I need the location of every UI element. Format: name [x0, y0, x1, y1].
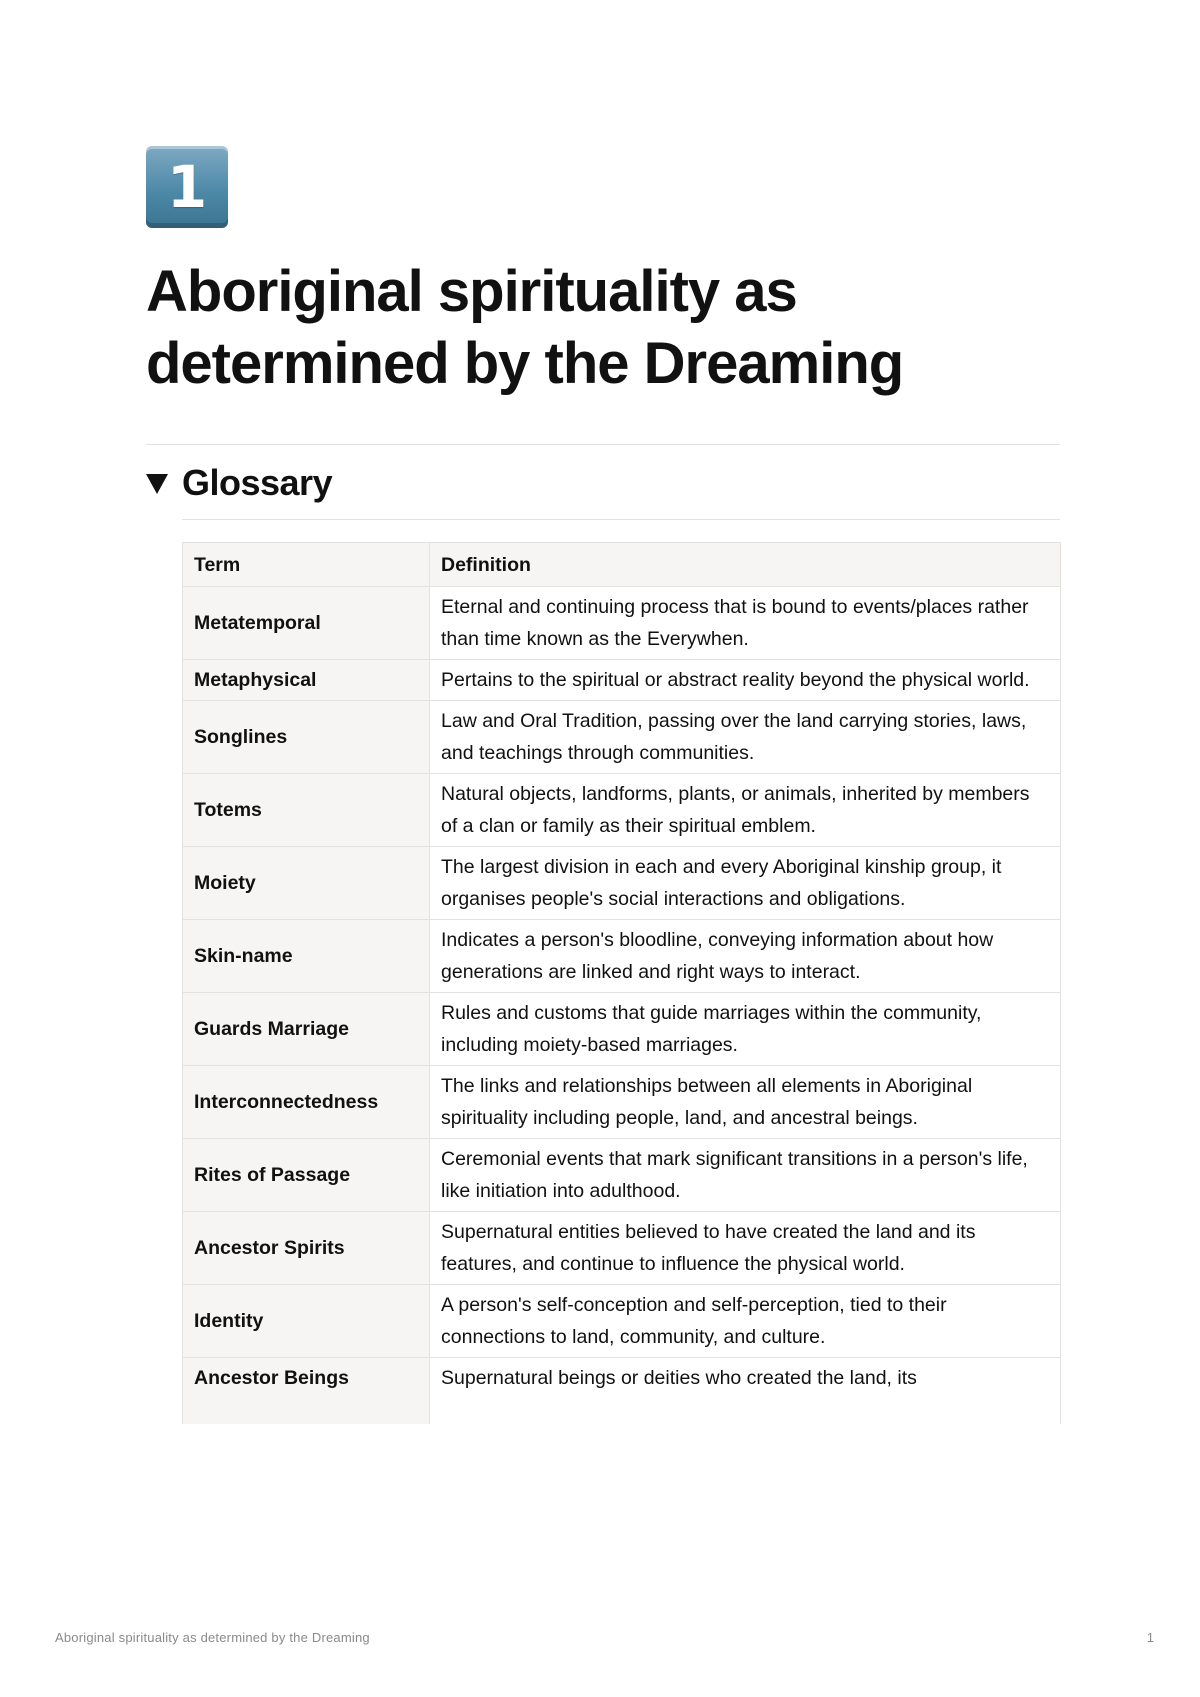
term-cell: Metaphysical: [183, 660, 430, 701]
glossary-table: [182, 542, 1061, 1424]
term-cell: Ancestor Spirits: [183, 1212, 430, 1285]
glossary-divider: [182, 519, 1060, 520]
definition-cell: Supernatural entities believed to have created the land and its features, and continue to influence the physical world.: [430, 1212, 1061, 1285]
term-cell: Skin-name: [183, 920, 430, 993]
term-cell: Guards Marriage: [183, 993, 430, 1066]
definition-cell: Eternal and continuing process that is bound to events/places rather than time known as the Everywhen.: [430, 587, 1061, 660]
table-row: [183, 920, 1061, 993]
definition-cell: The largest division in each and every Aboriginal kinship group, it organises people's social interactions and obligations.: [430, 847, 1061, 920]
glossary-heading: Glossary: [182, 462, 333, 503]
keycap-one-icon: [146, 146, 228, 228]
term-cell: Ancestor Beings: [183, 1358, 430, 1425]
table-row: [183, 847, 1061, 920]
definition-cell: Indicates a person's bloodline, conveying information about how generations are linked and right ways to interact.: [430, 920, 1061, 993]
table-row: [183, 1139, 1061, 1212]
column-header-definition: Definition: [430, 543, 1061, 587]
definition-cell: The links and relationships between all elements in Aboriginal spirituality including people, land, and ancestral beings.: [430, 1066, 1061, 1139]
table-row: [183, 701, 1061, 774]
table-header-row: [183, 543, 1061, 587]
footer-page-number: 1: [1146, 1630, 1154, 1645]
term-cell: Interconnectedness: [183, 1066, 430, 1139]
term-cell: Songlines: [183, 701, 430, 774]
definition-cell: Supernatural beings or deities who created the land, its: [430, 1358, 1061, 1425]
definition-cell: Rules and customs that guide marriages within the community, including moiety-based marriages.: [430, 993, 1061, 1066]
definition-cell: Pertains to the spiritual or abstract reality beyond the physical world.: [430, 660, 1061, 701]
table-row: [183, 660, 1061, 701]
term-cell: Totems: [183, 774, 430, 847]
term-cell: Metatemporal: [183, 587, 430, 660]
table-row: [183, 1212, 1061, 1285]
title-divider: [146, 444, 1060, 445]
table-row: [183, 774, 1061, 847]
glossary-content: [182, 519, 1060, 1424]
definition-cell: Ceremonial events that mark significant transitions in a person's life, like initiation into adulthood.: [430, 1139, 1061, 1212]
table-row: [183, 1358, 1061, 1425]
term-cell: Identity: [183, 1285, 430, 1358]
term-cell: Moiety: [183, 847, 430, 920]
table-row: [183, 1285, 1061, 1358]
footer-document-title: Aboriginal spirituality as determined by the Dreaming: [55, 1630, 370, 1645]
definition-cell: Natural objects, landforms, plants, or animals, inherited by members of a clan or family as their spiritual emblem.: [430, 774, 1061, 847]
term-cell: Rites of Passage: [183, 1139, 430, 1212]
table-row: [183, 993, 1061, 1066]
document-page: [146, 146, 1060, 1424]
table-row: [183, 587, 1061, 660]
column-header-term: Term: [183, 543, 430, 587]
definition-cell: A person's self-conception and self-perception, tied to their connections to land, community, and culture.: [430, 1285, 1061, 1358]
glossary-toggle[interactable]: [146, 461, 1060, 505]
definition-cell: Law and Oral Tradition, passing over the land carrying stories, laws, and teachings through communities.: [430, 701, 1061, 774]
table-row: [183, 1066, 1061, 1139]
keycap-digit: 1: [166, 153, 208, 221]
page-title: Aboriginal spirituality as determined by the Dreaming: [146, 259, 904, 396]
triangle-down-icon[interactable]: [146, 474, 168, 494]
